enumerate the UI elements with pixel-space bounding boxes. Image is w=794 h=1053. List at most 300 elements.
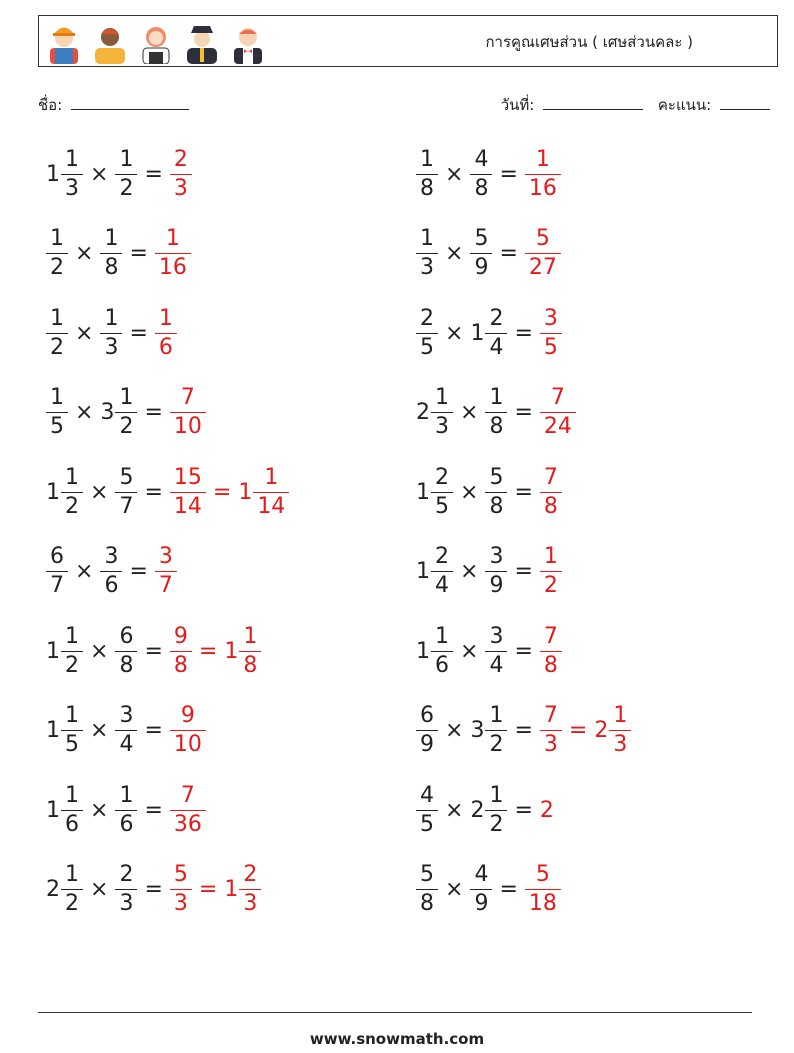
numerator: 4: [474, 862, 489, 887]
whole-part: 1: [46, 718, 60, 743]
denominator: 8: [485, 412, 507, 438]
mixed-number: [100, 228, 122, 279]
fraction: [63, 705, 81, 756]
footer-divider: [38, 1012, 752, 1013]
equals-sign: =: [144, 638, 163, 664]
equals-sign: =: [144, 718, 163, 743]
numerator: 1: [613, 703, 628, 728]
problem-18: [416, 777, 555, 843]
denominator: 5: [46, 412, 68, 438]
mixed-number: [416, 623, 453, 678]
denominator: 8: [470, 174, 492, 200]
denominator: 14: [170, 492, 206, 518]
mixed-number: [170, 146, 192, 201]
denominator: 5: [540, 333, 562, 359]
numerator: 1: [119, 782, 134, 808]
problem-17: [46, 777, 206, 843]
denominator: 4: [115, 730, 137, 756]
fraction: [472, 146, 490, 201]
numerator: 7: [550, 385, 565, 410]
numerator: 4: [474, 146, 489, 172]
denominator: 10: [170, 730, 206, 756]
numerator: 2: [243, 862, 258, 887]
equals-sign: =: [129, 320, 148, 346]
denominator: 3: [115, 889, 137, 915]
police-avatar-icon: [183, 18, 221, 64]
fraction: [542, 546, 560, 597]
denominator: 3: [100, 333, 122, 359]
numerator: 2: [119, 862, 134, 887]
fraction: [542, 464, 560, 519]
times-sign: ×: [445, 320, 464, 346]
numerator: 6: [420, 703, 434, 728]
numerator: 1: [104, 226, 119, 251]
fraction: [433, 546, 451, 597]
mixed-number: [525, 146, 561, 201]
numerator: 5: [420, 862, 434, 887]
fraction: [102, 546, 120, 597]
times-sign: ×: [75, 241, 94, 266]
denominator: 16: [525, 174, 561, 200]
fraction: [433, 387, 451, 438]
date-score-field: [501, 93, 770, 117]
numerator: 7: [180, 385, 195, 410]
equals-sign: =: [129, 559, 148, 584]
answer-equals-sign: =: [198, 877, 218, 902]
fraction: [527, 864, 559, 915]
date-blank[interactable]: [543, 95, 643, 110]
numerator: 1: [65, 146, 79, 172]
fraction: [48, 305, 66, 360]
answer-equals-sign: =: [212, 479, 232, 505]
denominator: 2: [485, 730, 507, 756]
times-sign: ×: [445, 718, 464, 743]
whole-part: 2: [539, 797, 554, 823]
man-avatar-icon: [91, 18, 129, 64]
fraction: [472, 228, 490, 279]
times-sign: ×: [460, 638, 479, 664]
numerator: 3: [543, 305, 558, 331]
fraction: [172, 464, 204, 519]
numerator: 3: [104, 544, 119, 569]
denominator: 27: [525, 253, 561, 279]
denominator: 6: [61, 810, 83, 836]
numerator: 1: [50, 226, 64, 251]
fraction: [527, 228, 559, 279]
equals-sign: =: [144, 797, 163, 823]
mixed-number: [155, 546, 177, 597]
numerator: 7: [180, 782, 195, 808]
mixed-number: [46, 228, 68, 279]
numerator: 2: [435, 464, 449, 490]
answer: [170, 623, 261, 678]
fraction: [117, 146, 135, 201]
fraction: [611, 705, 629, 756]
numerator: 1: [435, 623, 449, 649]
fraction: [172, 705, 204, 756]
denominator: 3: [239, 889, 261, 915]
mixed-number: [485, 464, 507, 519]
denominator: 2: [540, 571, 562, 597]
fraction: [48, 546, 66, 597]
numerator: 3: [489, 544, 504, 569]
numerator: 1: [535, 146, 550, 172]
denominator: 8: [115, 651, 137, 677]
denominator: 7: [115, 492, 137, 518]
mixed-number: [416, 705, 438, 756]
denominator: 8: [100, 253, 122, 279]
problem-14: [416, 618, 562, 684]
answer: [540, 623, 562, 678]
numerator: 9: [180, 703, 195, 728]
answer: [170, 782, 206, 837]
equals-sign: =: [514, 797, 533, 823]
fraction: [63, 146, 81, 201]
fraction: [102, 305, 120, 360]
fraction: [241, 623, 259, 678]
denominator: 10: [170, 412, 206, 438]
fraction: [63, 782, 81, 837]
numerator: 1: [119, 146, 134, 172]
times-sign: ×: [445, 877, 464, 902]
denominator: 9: [416, 730, 438, 756]
numerator: 2: [489, 305, 504, 331]
mixed-number: [170, 782, 206, 837]
denominator: 2: [46, 333, 68, 359]
denominator: 3: [61, 174, 83, 200]
denominator: 8: [416, 174, 438, 200]
answer: [170, 864, 261, 915]
fraction: [63, 623, 81, 678]
denominator: 3: [540, 730, 562, 756]
denominator: 2: [61, 651, 83, 677]
fraction: [487, 782, 505, 837]
mixed-number: [100, 546, 122, 597]
answer: [540, 305, 562, 360]
fraction: [117, 464, 135, 519]
fraction: [472, 864, 490, 915]
name-blank[interactable]: [71, 95, 189, 110]
fraction: [255, 464, 287, 519]
mixed-number: [594, 705, 631, 756]
mixed-number: [46, 864, 83, 915]
problem-4: [416, 221, 561, 287]
answer: [540, 464, 562, 519]
answer: [170, 705, 206, 756]
fraction: [241, 864, 259, 915]
numerator: 1: [420, 226, 434, 251]
whole-part: 1: [46, 479, 60, 505]
whole-part: 2: [594, 718, 609, 743]
denominator: 9: [470, 889, 492, 915]
mixed-number: [540, 623, 562, 678]
problem-10: [416, 459, 562, 525]
fraction: [542, 305, 560, 360]
mixed-number: [540, 464, 562, 519]
fraction: [487, 546, 505, 597]
problem-9: [46, 459, 289, 525]
fraction: [157, 305, 175, 360]
numerator: 1: [158, 305, 173, 331]
denominator: 3: [170, 889, 192, 915]
numerator: 1: [65, 703, 79, 728]
mixed-number: [46, 623, 83, 678]
whole-part: 1: [416, 638, 430, 664]
numerator: 15: [173, 464, 202, 490]
mixed-number: [170, 864, 192, 915]
mixed-number: [155, 305, 177, 360]
mixed-number: [46, 146, 83, 201]
footer-url: www.snowmath.com: [309, 1030, 485, 1048]
numerator: 7: [543, 703, 558, 728]
fraction: [542, 705, 560, 756]
times-sign: ×: [90, 877, 109, 902]
worksheet-header: [38, 15, 778, 67]
equals-sign: =: [514, 400, 533, 425]
mixed-number: [170, 705, 206, 756]
fraction: [157, 546, 175, 597]
whole-part: 1: [238, 479, 253, 505]
whole-part: 3: [470, 718, 485, 743]
whole-part: 1: [46, 638, 60, 664]
equals-sign: =: [499, 877, 518, 902]
numerator: 3: [119, 703, 134, 728]
denominator: 24: [540, 412, 576, 438]
denominator: 8: [416, 889, 438, 915]
problem-11: [46, 539, 177, 605]
mixed-number: [238, 464, 289, 519]
whole-part: 1: [224, 877, 239, 902]
equals-sign: =: [514, 320, 533, 346]
fraction: [418, 228, 436, 279]
answer: [155, 546, 177, 597]
problem-3: [46, 221, 191, 287]
times-sign: ×: [90, 479, 109, 505]
whole-part: 1: [416, 559, 430, 584]
numerator: 5: [489, 464, 504, 490]
equals-sign: =: [129, 241, 148, 266]
problem-5: [46, 300, 177, 366]
date-label: วันที่:: [500, 96, 535, 114]
denominator: 5: [416, 333, 438, 359]
denominator: 2: [115, 174, 137, 200]
mixed-number: [525, 228, 561, 279]
fraction: [487, 387, 505, 438]
denominator: 4: [485, 651, 507, 677]
equals-sign: =: [144, 400, 163, 425]
whole-part: 2: [46, 877, 60, 902]
numerator: 5: [535, 226, 550, 251]
equals-sign: =: [499, 241, 518, 266]
denominator: 36: [170, 810, 206, 836]
fraction: [418, 864, 436, 915]
name-field: [38, 93, 189, 117]
denominator: 14: [253, 492, 289, 518]
mixed-number: [416, 782, 438, 837]
score-blank[interactable]: [720, 95, 770, 110]
fraction: [172, 387, 204, 438]
fraction: [117, 705, 135, 756]
denominator: 5: [416, 810, 438, 836]
numerator: 5: [535, 862, 550, 887]
mixed-number: [470, 864, 492, 915]
mixed-number: [416, 864, 438, 915]
mixed-number: [100, 387, 137, 438]
numerator: 3: [158, 544, 173, 569]
mixed-number: [115, 705, 137, 756]
denominator: 4: [485, 333, 507, 359]
times-sign: ×: [90, 161, 109, 187]
denominator: 2: [46, 253, 68, 279]
fraction: [433, 623, 451, 678]
denominator: 8: [239, 651, 261, 677]
problem-13: [46, 618, 261, 684]
mixed-number: [115, 146, 137, 201]
fraction: [487, 623, 505, 678]
times-sign: ×: [75, 400, 94, 425]
denominator: 7: [155, 571, 177, 597]
numerator: 3: [489, 623, 504, 649]
fraction: [487, 464, 505, 519]
numerator: 1: [420, 146, 434, 172]
mixed-number: [540, 705, 562, 756]
mixed-number: [46, 387, 68, 438]
numerator: 1: [65, 464, 79, 490]
mixed-number: [485, 546, 507, 597]
whole-part: 1: [416, 479, 430, 505]
mixed-number: [470, 782, 507, 837]
fraction: [418, 705, 436, 756]
problem-16: [416, 698, 631, 764]
mixed-number: [100, 305, 122, 360]
mixed-number: [540, 798, 555, 823]
denominator: 3: [609, 730, 631, 756]
denominator: 3: [431, 412, 453, 438]
mixed-number: [416, 305, 438, 360]
numerator: 1: [119, 385, 134, 410]
mixed-number: [485, 387, 507, 438]
whole-part: 1: [470, 320, 485, 346]
equals-sign: =: [514, 559, 533, 584]
answer: [170, 146, 192, 201]
answer-equals-sign: =: [568, 718, 588, 743]
denominator: 2: [115, 412, 137, 438]
answer: [170, 387, 206, 438]
answer: [525, 864, 561, 915]
mixed-number: [416, 146, 438, 201]
times-sign: ×: [445, 161, 464, 187]
numerator: 1: [435, 385, 449, 410]
problem-12: [416, 539, 562, 605]
mixed-number: [115, 864, 137, 915]
mixed-number: [224, 623, 261, 678]
numerator: 1: [104, 305, 119, 331]
times-sign: ×: [460, 559, 479, 584]
problem-6: [416, 300, 562, 366]
answer: [540, 705, 631, 756]
numerator: 1: [489, 782, 504, 808]
mixed-number: [170, 464, 206, 519]
equals-sign: =: [514, 638, 533, 664]
whole-part: 3: [100, 400, 115, 425]
denominator: 6: [155, 333, 177, 359]
denominator: 6: [115, 810, 137, 836]
problem-2: [416, 141, 561, 207]
answer: [525, 228, 561, 279]
mixed-number: [115, 464, 137, 519]
numerator: 1: [65, 623, 79, 649]
fraction: [63, 864, 81, 915]
denominator: 4: [431, 571, 453, 597]
denominator: 9: [470, 253, 492, 279]
fraction: [487, 305, 505, 360]
fraction: [542, 623, 560, 678]
whole-part: 2: [470, 797, 485, 823]
numerator: 2: [173, 146, 188, 172]
denominator: 16: [155, 253, 191, 279]
denominator: 3: [170, 174, 192, 200]
fraction: [172, 146, 190, 201]
mixed-number: [540, 387, 576, 438]
mixed-number: [170, 387, 206, 438]
answer: [155, 305, 177, 360]
worksheet-title: การคูณเศษส่วน ( เศษส่วนคละ ): [485, 33, 693, 51]
mixed-number: [540, 546, 562, 597]
equals-sign: =: [144, 161, 163, 187]
denominator: 3: [416, 253, 438, 279]
numerator: 1: [50, 385, 64, 410]
numerator: 9: [173, 623, 188, 649]
denominator: 5: [431, 492, 453, 518]
mixed-number: [416, 228, 438, 279]
numerator: 1: [264, 464, 279, 490]
answer-equals-sign: =: [198, 638, 218, 664]
numerator: 4: [420, 782, 434, 808]
numerator: 1: [489, 703, 504, 728]
numerator: 6: [119, 623, 134, 649]
mixed-number: [470, 146, 492, 201]
fraction: [487, 705, 505, 756]
times-sign: ×: [75, 559, 94, 584]
problem-15: [46, 698, 206, 764]
mixed-number: [416, 387, 453, 438]
woman-avatar-icon: [137, 18, 175, 64]
numerator: 1: [543, 544, 558, 569]
numerator: 1: [65, 782, 79, 808]
mixed-number: [470, 705, 507, 756]
equals-sign: =: [514, 718, 533, 743]
score-label: คะแนน:: [657, 96, 712, 114]
fraction: [172, 864, 190, 915]
times-sign: ×: [445, 797, 464, 823]
fraction: [433, 464, 451, 519]
times-sign: ×: [90, 797, 109, 823]
mixed-number: [470, 305, 507, 360]
fraction: [172, 782, 204, 837]
fraction: [117, 864, 135, 915]
problem-20: [416, 857, 561, 923]
answer: [540, 546, 562, 597]
problem-19: [46, 857, 261, 923]
equals-sign: =: [144, 479, 163, 505]
mixed-number: [416, 464, 453, 519]
whole-part: 1: [224, 638, 239, 664]
numerator: 7: [543, 623, 558, 649]
fraction: [117, 782, 135, 837]
mixed-number: [46, 464, 83, 519]
worker-avatar-icon: [45, 18, 83, 64]
equals-sign: =: [514, 479, 533, 505]
